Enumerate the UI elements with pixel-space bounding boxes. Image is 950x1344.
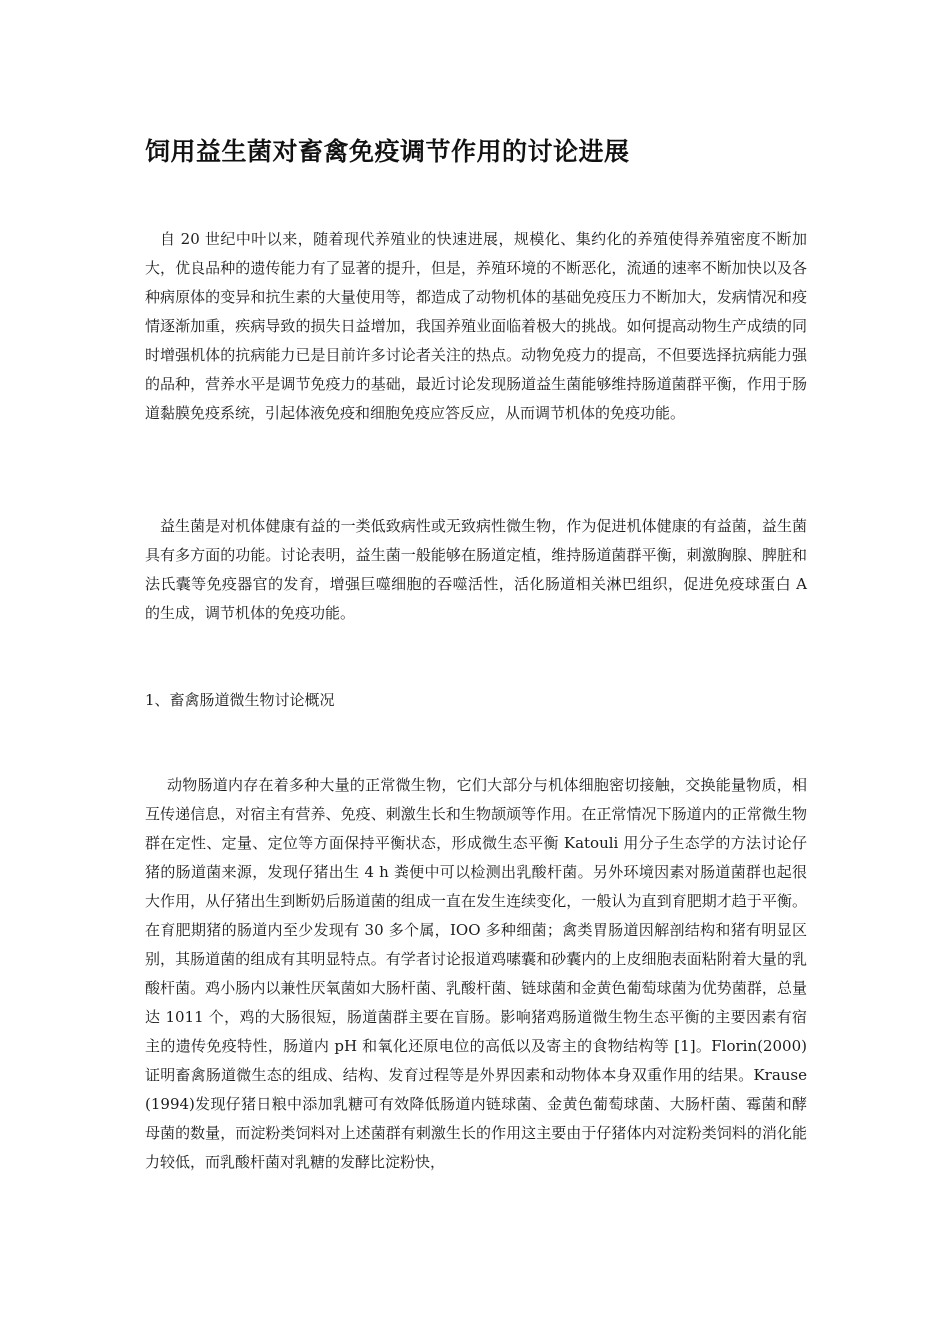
paragraph-intro: 自 20 世纪中叶以来，随着现代养殖业的快速进展，规模化、集约化的养殖使得养殖密度不断加大，优良品种的遗传能力有了显著的提升，但是，养殖环境的不断恶化，流通的速率不断加快以及各种病原体的变异和抗生素的大量使用等，都造成了动物机体的基础免疫压力不断加大，发病情况和疫情逐渐加重，疾病导致的损失日益增加，我国养殖业面临着极大的挑战。如何提高动物生产成绩的同时增强机体的抗病能力已是目前许多讨论者关注的热点。动物免疫力的提高，不但要选择抗病能力强的品种，营养水平是调节免疫力的基础，最近讨论发现肠道益生菌能够维持肠道菌群平衡，作用于肠道黏膜免疫系统，引起体液免疫和细胞免疫应答反应，从而调节机体的免疫功能。: [145, 230, 807, 422]
section-heading-1: 1、畜禽肠道微生物讨论概况: [145, 691, 335, 709]
document-title: 饲用益生菌对畜禽免疫调节作用的讨论进展: [145, 137, 630, 166]
paragraph-probiotics: 益生菌是对机体健康有益的一类低致病性或无致病性微生物，作为促进机体健康的有益菌，益生菌具有多方面的功能。讨论表明，益生菌一般能够在肠道定植，维持肠道菌群平衡，刺激胸腺、脾脏和法氏囊等免疫器官的发育，增强巨噬细胞的吞噬活性，活化肠道相关淋巴组织，促进免疫球蛋白 A 的生成，调节机体的免疫功能。: [145, 517, 807, 622]
paragraph-gut-microbiota: 动物肠道内存在着多种大量的正常微生物，它们大部分与机体细胞密切接触，交换能量物质，相互传递信息，对宿主有营养、免疫、刺激生长和生物颉颃等作用。在正常情况下肠道内的正常微生物群在定性、定量、定位等方面保持平衡状态，形成微生态平衡 Katouli 用分子生态学的方法讨论仔猪的肠道菌来源，发现仔猪出生 4 h 粪便中可以检测出乳酸杆菌。另外环境因素对肠道菌群也起很大作用，从仔猪出生到断奶后肠道菌的组成一直在发生连续变化，一般认为直到育肥期才趋于平衡。在育肥期猪的肠道内至少发现有 30 多个属，IOO 多种细菌；禽类胃肠道因解剖结构和猪有明显区别，其肠道菌的组成有其明显特点。有学者讨论报道鸡嗉囊和砂囊内的上皮细胞表面粘附着大量的乳酸杆菌。鸡小肠内以兼性厌氧菌如大肠杆菌、乳酸杆菌、链球菌和金黄色葡萄球菌为优势菌群，总量达 1011 个，鸡的大肠很短，肠道菌群主要在盲肠。影响猪鸡肠道微生物生态平衡的主要因素有宿主的遗传免疫特性，肠道内 pH 和氧化还原电位的高低以及寄主的食物结构等 [1]。Florin(2000)证明畜禽肠道微生态的组成、结构、发育过程等是外界因素和动物体本身双重作用的结果。Krause(1994)发现仔猪日粮中添加乳糖可有效降低肠道内链球菌、金黄色葡萄球菌、大肠杆菌、霉菌和酵母菌的数量，而淀粉类饲料对上述菌群有刺激生长的作用这主要由于仔猪体内对淀粉类饲料的消化能力较低，而乳酸杆菌对乳糖的发酵比淀粉快，: [145, 776, 807, 1171]
